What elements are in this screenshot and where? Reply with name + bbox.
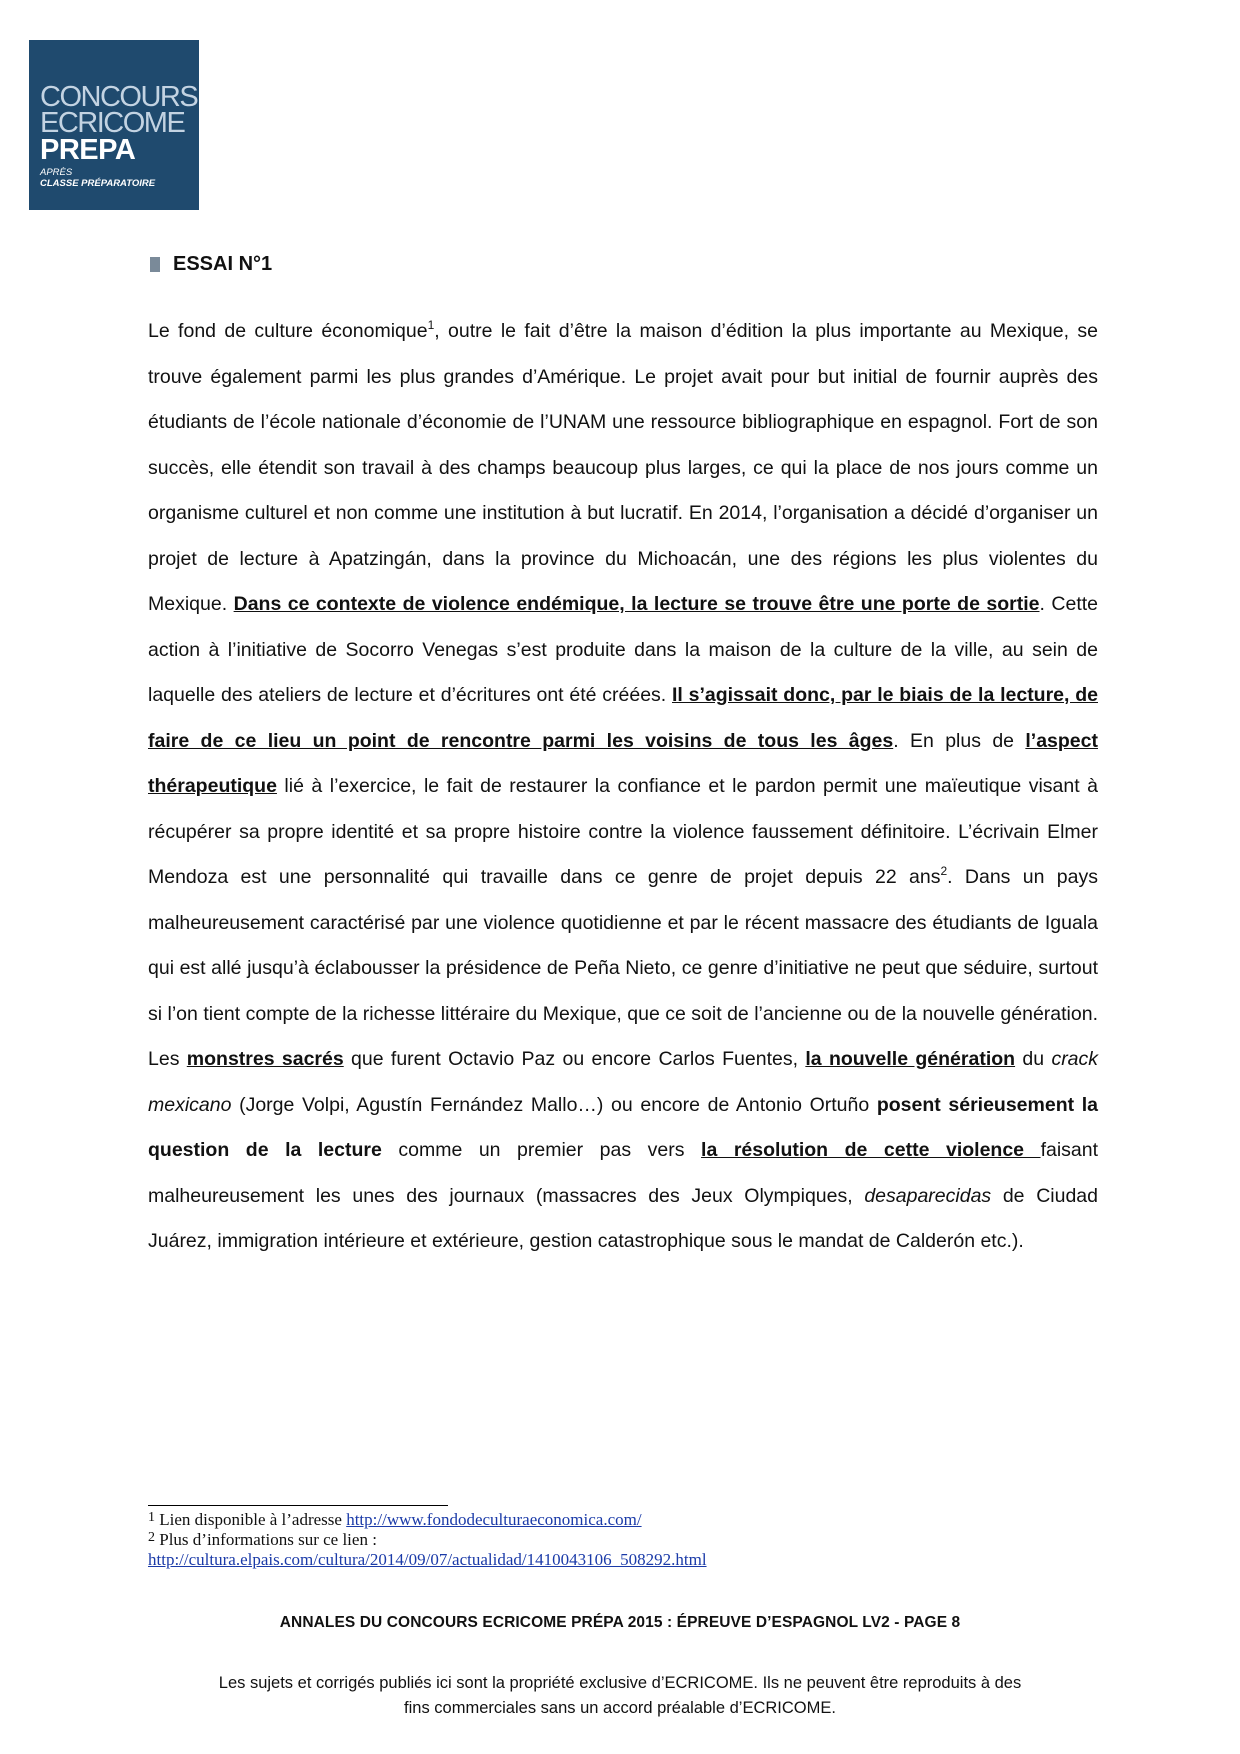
essay-heading (150, 251, 272, 277)
essay-text: Le fond de culture économique (148, 320, 428, 342)
essay-body (148, 309, 1098, 1265)
ecricome-logo (29, 40, 199, 210)
footnote-mark: 1 (148, 1510, 155, 1525)
logo-line-classe: CLASSE PRÉPARATOIRE (40, 178, 156, 189)
footnote-1 (148, 1510, 1098, 1530)
essay-heading-text: ESSAI N°1 (173, 252, 273, 275)
footnote-link[interactable]: http://cultura.elpais.com/cultura/2014/09/07/actualidad/1410043106_508292.html (148, 1550, 707, 1569)
footnote-ref-2: 2 (940, 864, 948, 878)
footnote-link[interactable]: http://www.fondodeculturaeconomica.com/ (346, 1510, 642, 1529)
essay-text: . Cette action à l’initiative de Socorro Venegas s’est produite dans la maison de la culture de la ville, au sein de laquelle des ateliers de lecture et d’écritures ont été créées. (148, 593, 1098, 706)
essay-text: du (1015, 1048, 1052, 1070)
logo-line-apres: APRÈS (40, 167, 73, 178)
emphasis-underlined: Il s’agissait donc, par le biais de la lecture, de faire de ce lieu un point de rencontre parmi les voisins de tous les âges (148, 684, 1098, 752)
emphasis-bold: posent sérieusement la question de la lecture (148, 1093, 1098, 1161)
logo-line-ecricome: ECRICOME (40, 107, 185, 139)
essay-text: , outre le fait d’être la maison d’édition la plus importante au Mexique, se trouve également parmi les plus grandes d’Amérique. Le projet avait pour but initial de fournir auprès des étudiants de l’école nationale d’économie de l’UNAM une ressource bibliographique en espagnol. Fort de son succès, elle étendit son travail à des champs beaucoup plus larges, ce qui la place de nos jours comme un organisme culturel et non comme une institution à but lucratif. En 2014, l’organisation a décidé d’organiser un projet de lecture à Apatzingán, dans la province du Michoacán, une des régions les plus violentes du Mexique. (148, 320, 1098, 615)
emphasis-underlined: la résolution de cette violence (701, 1139, 1041, 1161)
italic-term: crack mexicano (148, 1048, 1099, 1116)
emphasis-underlined: la nouvelle génération (805, 1048, 1016, 1070)
copyright-line: Les sujets et corrigés publiés ici sont la propriété exclusive d’ECRICOME. Ils ne peuvent être reproduits à des (218, 1674, 1022, 1692)
footnote-mark: 2 (148, 1530, 155, 1545)
essay-text: lié à l’exercice, le fait de restaurer la confiance et le pardon permit une maïeutique visant à récupérer sa propre identité et sa propre histoire contre la violence faussement définitoire. L’écrivain Elmer Mendoza est une personnalité qui travaille dans ce genre de projet depuis 22 ans (148, 775, 1098, 888)
essay-text: . En plus de (893, 729, 1026, 752)
essay-text: . Dans un pays malheureusement caractérisé par une violence quotidienne et par le récent massacre des étudiants de Iguala qui est allé jusqu’à éclabousser la présidence de Peña Nieto, ce genre d’initiative ne peut que séduire, surtout si l’on tient compte de la richesse littéraire du Mexique, que ce soit de l’ancienne ou de la nouvelle génération. Les (148, 866, 1098, 1070)
footnote-text: Plus d’informations sur ce lien : (159, 1530, 377, 1549)
logo-line-prepa: PREPA (40, 134, 136, 166)
essay-text: faisant malheureusement les unes des journaux (massacres des Jeux Olympiques, (148, 1139, 1099, 1207)
copyright-line: fins commerciales sans un accord préalable d’ECRICOME. (404, 1699, 836, 1717)
footnote-2 (148, 1530, 1098, 1550)
essay-text: (Jorge Volpi, Agustín Fernández Mallo…) ou encore de Antonio Ortuño (231, 1093, 877, 1116)
footnote-ref-1: 1 (427, 318, 435, 332)
essay-text: que furent Octavio Paz ou encore Carlos Fuentes, (343, 1048, 806, 1070)
footnote-2-link-line (148, 1550, 1098, 1570)
copyright-notice (140, 1671, 1100, 1721)
emphasis-underlined: Dans ce contexte de violence endémique, la lecture se trouve être une porte de sortie (233, 593, 1040, 615)
essay-text: comme un premier pas vers (381, 1139, 702, 1161)
page-footer-title: ANNALES DU CONCOURS ECRICOME PRÉPA 2015 : ÉPREUVE D’ESPAGNOL LV2 - PAGE 8 (279, 1614, 961, 1631)
logo-line-concours: CONCOURS (40, 81, 198, 113)
footnotes (148, 1510, 1098, 1570)
italic-term: desaparecidas (864, 1184, 992, 1207)
footnote-text: Lien disponible à l’adresse (159, 1510, 347, 1529)
emphasis-underlined: l’aspect thérapeutique (148, 729, 1098, 797)
footnote-separator (148, 1505, 448, 1506)
emphasis-underlined: monstres sacrés (186, 1048, 344, 1070)
essay-text: de Ciudad Juárez, immigration intérieure et extérieure, gestion catastrophique sous le mandat de Calderón etc.). (148, 1184, 1098, 1252)
square-bullet-icon (150, 257, 160, 272)
